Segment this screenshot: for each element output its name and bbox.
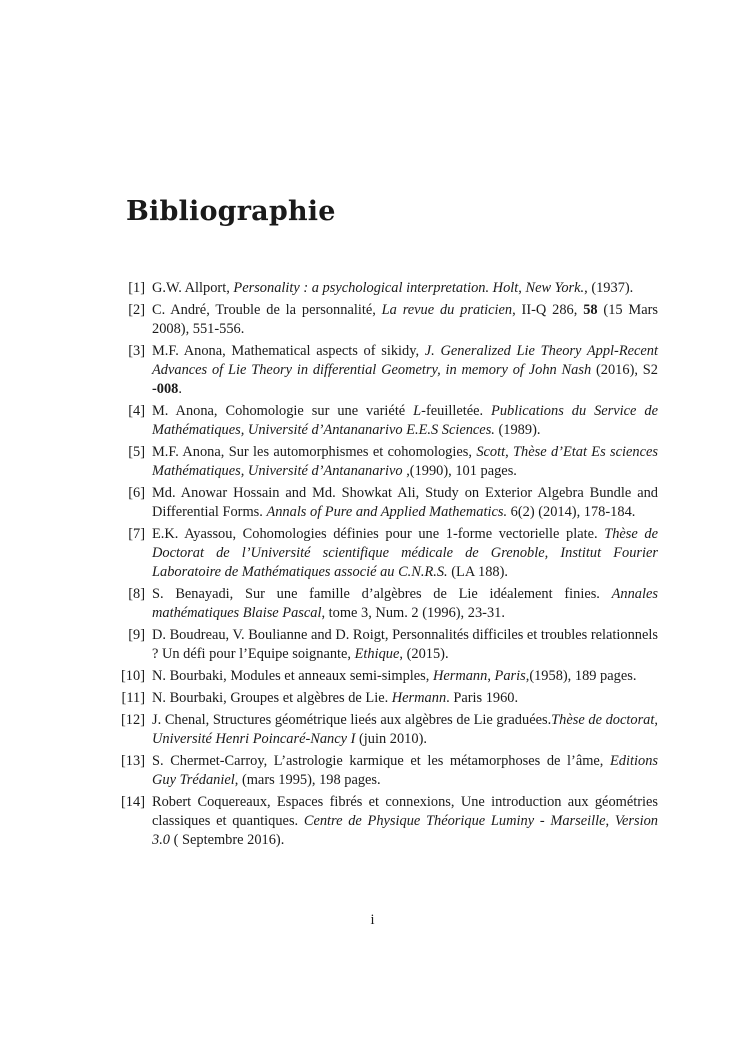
entry-bold-text: -008 — [152, 381, 179, 397]
entry-text — [152, 301, 658, 339]
entry-text — [152, 711, 658, 749]
entry-text-segment: , (2015). — [399, 646, 449, 662]
entry-text-segment: S. Benayadi, Sur une famille d’algèbres de Lie idéalement finies. — [152, 586, 612, 602]
entry-text — [152, 793, 658, 850]
entry-text-segment: . Paris 1960. — [446, 690, 519, 706]
entry-italic-text: Hermann — [391, 690, 447, 706]
entry-italic-text: Annales mathématiques Blaise Pascal — [152, 586, 658, 621]
entry-text-segment: (juin 2010). — [355, 731, 427, 747]
entry-italic-text: L — [413, 403, 422, 419]
entry-number: [6] — [128, 485, 145, 501]
entry-italic-text: New York. — [525, 280, 585, 296]
bibliography-entry — [118, 585, 658, 623]
entry-italic-text: Version 3.0 — [152, 813, 658, 848]
entry-text-segment: G.W. Allport, — [152, 280, 234, 296]
entry-text — [152, 585, 658, 623]
bibliography-entry — [118, 279, 658, 298]
entry-text-segment: M.F. Anona, Mathematical aspects of sikidy, — [152, 343, 425, 359]
entry-number: [11] — [121, 690, 145, 706]
entry-text — [152, 626, 658, 664]
entry-text-segment: , — [505, 444, 514, 460]
entry-text-segment: Robert Coquereaux, Espaces fibrés et connexions, Une introduction aux géométries classiques et quantiques. — [152, 794, 658, 829]
entry-text-segment: -feuilletée. — [421, 403, 492, 419]
entry-text-segment: , — [605, 813, 615, 829]
bibliography-entry — [118, 626, 658, 664]
entry-number: [14] — [121, 794, 145, 810]
entry-italic-text: Editions Guy Trédaniel — [152, 753, 658, 788]
entry-text-segment: C. André, Trouble de la personnalité, — [152, 302, 382, 318]
entry-text-segment: , — [518, 280, 526, 296]
bibliography-entry — [118, 793, 658, 850]
entry-text-segment: (15 Mars 2008), 551-556. — [152, 302, 659, 337]
page-number: i — [370, 912, 375, 928]
bibliography-entry — [118, 443, 658, 481]
entry-number: [8] — [128, 586, 145, 602]
entry-text-segment: , — [487, 668, 495, 684]
entry-italic-text: Thèse de doctorat — [551, 712, 655, 728]
entry-italic-text: J. Generalized Lie Theory Appl-Recent Advances of Lie Theory in differential Geometry, in memory of John Nash — [152, 343, 658, 378]
chapter-title: Bibliographie — [126, 196, 336, 227]
entry-text-segment: ,(1958), 189 pages. — [525, 668, 637, 684]
entry-number: [13] — [121, 753, 145, 769]
entry-text-segment: , tome 3, Num. 2 (1996), 23-31. — [321, 605, 505, 621]
entry-text-segment: S. Chermet-Carroy, L’astrologie karmique et les métamorphoses de l’âme, — [152, 753, 611, 769]
entry-text-segment: D. Boudreau, V. Boulianne and D. Roigt, Personnalités difficiles et troubles relationnels ? Un défi pour l’Equipe soignante, — [152, 627, 658, 662]
entry-text — [152, 667, 658, 686]
entry-text-segment: Md. Anowar Hossain and Md. Showkat Ali, Study on Exterior Algebra Bundle and Differential Forms. — [152, 485, 658, 520]
entry-italic-text: Université Henri Poincaré-Nancy I — [152, 731, 356, 747]
bibliography-entry — [118, 525, 658, 582]
entry-text — [152, 525, 658, 582]
entry-number: [4] — [128, 403, 145, 419]
entry-number: [3] — [128, 343, 145, 359]
bibliography-entry — [118, 402, 658, 440]
entry-italic-text: Personality : a psychological interpretation. Holt — [233, 280, 519, 296]
entry-italic-text: Annals of Pure and Applied Mathematics. — [266, 504, 508, 520]
entry-text-segment: J. Chenal, Structures géométrique lieés aux algèbres de Lie graduées. — [152, 712, 552, 728]
entry-number: [7] — [128, 526, 145, 542]
entry-italic-text: Centre de Physique Théorique Luminy - Marseille — [303, 813, 606, 829]
entry-number: [1] — [128, 280, 145, 296]
entry-text-segment: N. Bourbaki, Groupes et algèbres de Lie. — [152, 690, 392, 706]
entry-number: [10] — [121, 668, 145, 684]
entry-italic-text: Scott — [476, 444, 506, 460]
entry-text-segment: 6(2) (2014), 178-184. — [507, 504, 636, 520]
bibliography-list — [118, 279, 658, 853]
bibliography-entry — [118, 689, 658, 708]
entry-text-segment: , (mars 1995), 198 pages. — [234, 772, 381, 788]
entry-number: [12] — [121, 712, 145, 728]
entry-text-segment: , — [654, 712, 658, 728]
entry-text — [152, 484, 658, 522]
entry-text — [152, 443, 658, 481]
entry-italic-text: Hermann — [432, 668, 488, 684]
entry-text-segment: M. Anona, Cohomologie sur une variété — [152, 403, 414, 419]
entry-italic-text: Ethique — [354, 646, 400, 662]
bibliography-entry — [118, 667, 658, 686]
entry-number: [2] — [128, 302, 145, 318]
entry-text-segment: , (1937). — [584, 280, 634, 296]
entry-text — [152, 689, 658, 708]
bibliography-entry — [118, 301, 658, 339]
entry-text-segment: (2016), S2 — [591, 362, 658, 378]
entry-text-segment: E.K. Ayassou, Cohomologies définies pour une 1-forme vectorielle plate. — [152, 526, 605, 542]
entry-italic-text: Thèse d’Etat Es sciences Mathématiques, Université d’Antananarivo — [152, 444, 658, 479]
bibliography-entry — [118, 342, 658, 399]
entry-text-segment: (LA 188). — [447, 564, 509, 580]
entry-number: [9] — [128, 627, 145, 643]
entry-text-segment: ( Septembre 2016). — [170, 832, 285, 848]
bibliography-entry — [118, 711, 658, 749]
entry-italic-text: La revue du praticien — [381, 302, 513, 318]
bibliography-entry — [118, 752, 658, 790]
entry-italic-text: Publications du Service de Mathématiques, Université d’Antananarivo E.E.S Sciences. — [152, 403, 658, 438]
entry-text-segment: . — [178, 381, 182, 397]
entry-text — [152, 342, 658, 399]
entry-text-segment: (1989). — [494, 422, 541, 438]
entry-number: [5] — [128, 444, 145, 460]
entry-text-segment: M.F. Anona, Sur les automorphismes et cohomologies, — [152, 444, 477, 460]
entry-italic-text: Thèse de Doctorat de l’Université scientifique médicale de Grenoble, Institut Fourier Laboratoire de Mathématiques associé au C.N.R.S. — [152, 526, 658, 580]
entry-bold-text: 58 — [583, 302, 598, 318]
entry-text-segment: N. Bourbaki, Modules et anneaux semi-simples, — [152, 668, 433, 684]
bibliography-entry — [118, 484, 658, 522]
entry-text-segment: ,(1990), 101 pages. — [402, 463, 517, 479]
entry-italic-text: Paris — [494, 668, 526, 684]
entry-text — [152, 752, 658, 790]
entry-text-segment: , II-Q 286, — [512, 302, 584, 318]
entry-text — [152, 279, 658, 298]
entry-text — [152, 402, 658, 440]
